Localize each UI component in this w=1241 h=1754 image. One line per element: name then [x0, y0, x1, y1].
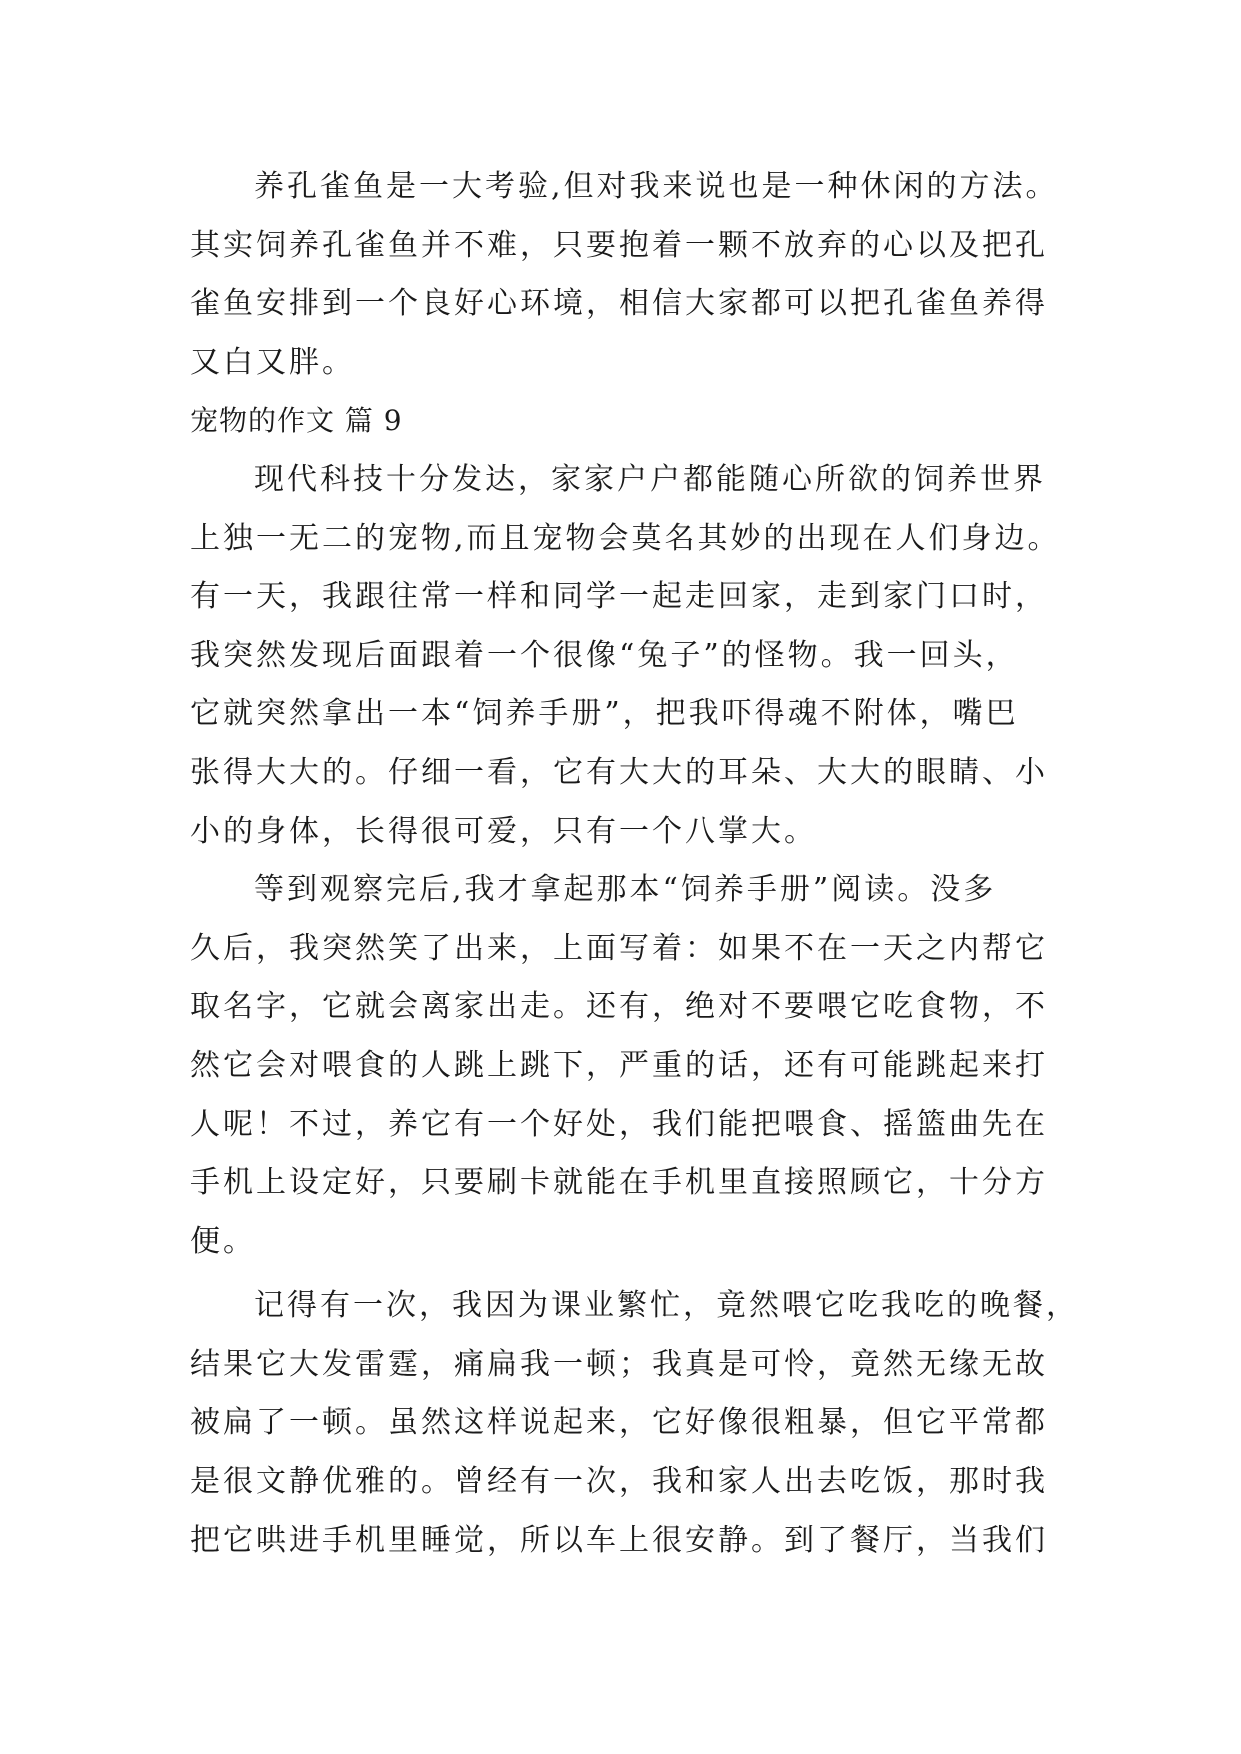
- paragraph-line: 便。: [190, 1223, 256, 1259]
- paragraph-line: 人呢！不过，养它有一个好处，我们能把喂食、摇篮曲先在: [190, 1106, 1048, 1142]
- paragraph-line: 雀鱼安排到一个良好心环境，相信大家都可以把孔雀鱼养得: [190, 286, 1048, 322]
- paragraph-line: 等到观察完后,我才拿起那本“饲养手册”阅读。没多: [254, 872, 997, 908]
- paragraph-line: 记得有一次，我因为课业繁忙，竟然喂它吃我吃的晚餐，: [254, 1288, 1079, 1324]
- paragraph-line: 上独一无二的宠物,而且宠物会莫名其妙的出现在人们身边。: [190, 520, 1061, 556]
- paragraph-line: 现代科技十分发达，家家户户都能随心所欲的饲养世界: [254, 461, 1046, 497]
- paragraph-line: 它就突然拿出一本“饲养手册”，把我吓得魂不附体，嘴巴: [190, 696, 1019, 732]
- paragraph-line: 有一天，我跟往常一样和同学一起走回家，走到家门口时，: [190, 579, 1048, 615]
- paragraph-line: 小的身体，长得很可爱，只有一个八掌大。: [190, 813, 817, 849]
- paragraph-1: [190, 451, 1070, 861]
- paragraph-line: 久后，我突然笑了出来，上面写着：如果不在一天之内帮它: [190, 930, 1048, 966]
- paragraph-line: 手机上设定好，只要刷卡就能在手机里直接照顾它，十分方: [190, 1165, 1048, 1201]
- section-heading: 宠物的作文 篇 9: [190, 404, 403, 438]
- paragraph-line: 又白又胖。: [190, 344, 355, 380]
- paragraph-intro: [190, 158, 1070, 392]
- paragraph-line: 被扁了一顿。虽然这样说起来，它好像很粗暴，但它平常都: [190, 1405, 1048, 1441]
- paragraph-line: 其实饲养孔雀鱼并不难，只要抱着一颗不放弃的心以及把孔: [190, 227, 1048, 263]
- paragraph-line: 取名字，它就会离家出走。还有，绝对不要喂它吃食物，不: [190, 989, 1048, 1025]
- paragraph-3: [190, 1277, 1079, 1570]
- paragraph-line: 是很文静优雅的。曾经有一次，我和家人出去吃饭，那时我: [190, 1464, 1048, 1500]
- paragraph-line: 我突然发现后面跟着一个很像“兔子”的怪物。我一回头，: [190, 637, 1019, 673]
- paragraph-line: 张得大大的。仔细一看，它有大大的耳朵、大大的眼睛、小: [190, 754, 1048, 790]
- paragraph-line: 然它会对喂食的人跳上跳下，严重的话，还有可能跳起来打: [190, 1047, 1048, 1083]
- paragraph-line: 把它哄进手机里睡觉，所以车上很安静。到了餐厅，当我们: [190, 1522, 1048, 1558]
- paragraph-2: [190, 861, 1070, 1271]
- paragraph-line: 养孔雀鱼是一大考验,但对我来说也是一种休闲的方法。: [254, 169, 1059, 204]
- document-body: [190, 158, 1079, 1570]
- paragraph-line: 结果它大发雷霆，痛扁我一顿；我真是可怜，竟然无缘无故: [190, 1346, 1048, 1382]
